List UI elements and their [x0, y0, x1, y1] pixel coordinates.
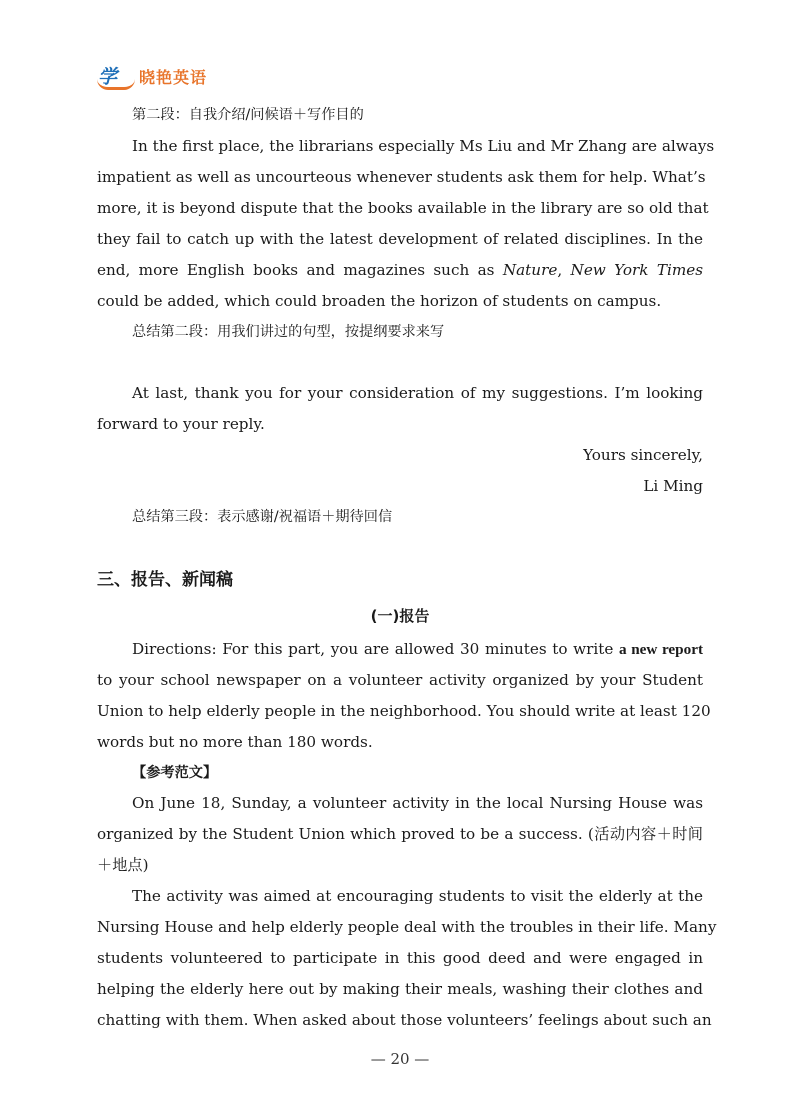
p2-line-4: they fail to catch up with the latest development of related disciplines. In the: [97, 230, 703, 248]
directions-line-4: words but no more than 180 words.: [97, 733, 373, 751]
directions-line-2: to your school newspaper on a volunteer activity organized by your Student: [97, 671, 703, 689]
italic-nature: Nature: [502, 261, 558, 279]
signature: Li Ming: [643, 477, 703, 495]
p2-line-2: impatient as well as uncourteous whenever students ask them for help. What’s: [97, 168, 706, 186]
page-number: — 20 —: [370, 1050, 430, 1068]
directions-line-1: [97, 639, 703, 660]
sample-p2-line-4: helping the elderly here out by making their meals, washing their clothes and: [97, 980, 703, 998]
sample-p2-line-3: students volunteered to participate in this good deed and were engaged in: [97, 949, 703, 967]
p2-summary: 总结第二段：用我们讲过的句型，按提纲要求来写: [132, 324, 445, 340]
sign-off: Yours sincerely,: [583, 446, 703, 464]
sample-p2-line-2: Nursing House and help elderly people deal with the troubles in their life. Many: [97, 918, 717, 936]
p2-line-5-text: end, more English books and magazines such as: [97, 261, 495, 279]
p2-line-1: In the first place, the librarians especially Ms Liu and Mr Zhang are always: [132, 137, 715, 155]
p2-label: 第二段：自我介绍/问候语＋写作目的: [132, 107, 364, 123]
closing-line-1: At last, thank you for your consideration of my suggestions. I’m looking: [132, 384, 703, 402]
sample-p1-line-2: organized by the Student Union which proved to be a success. (活动内容＋时间: [97, 825, 703, 843]
p2-line-6: could be added, which could broaden the horizon of students on campus.: [97, 292, 662, 310]
logo-mark-icon: [97, 64, 135, 88]
italic-nyt: New York Times: [570, 261, 704, 279]
logo-mark-glyph: 学: [98, 66, 116, 88]
sample-p2-line-1: The activity was aimed at encouraging students to visit the elderly at the: [132, 887, 703, 905]
directions-line-3: Union to help elderly people in the neighborhood. You should write at least 120: [97, 702, 711, 720]
logo-text: 晓艳英语: [139, 67, 208, 87]
subsection-title: (一)报告: [370, 607, 430, 625]
p3-summary: 总结第三段：表示感谢/祝福语＋期待回信: [132, 509, 393, 525]
p2-line-3: more, it is beyond dispute that the books available in the library are so old that: [97, 199, 709, 217]
directions-bold: a new report: [619, 641, 704, 658]
sample-p1-line-3: ＋地点): [97, 856, 149, 874]
header-logo: [97, 63, 207, 89]
section-title: 三、报告、新闻稿: [97, 570, 233, 590]
sample-p1-line-1: On June 18, Sunday, a volunteer activity in the local Nursing House was: [132, 794, 703, 812]
sample-label: 【参考范文】: [132, 765, 218, 781]
sample-p2-line-5: chatting with them. When asked about those volunteers’ feelings about such an: [97, 1011, 712, 1029]
directions-lead: Directions: For this part, you are allowed 30 minutes to write: [132, 640, 614, 658]
p2-line-5: end, more English books and magazines such as Nature, New York Times: [97, 261, 704, 279]
closing-line-2: forward to your reply.: [97, 415, 265, 433]
